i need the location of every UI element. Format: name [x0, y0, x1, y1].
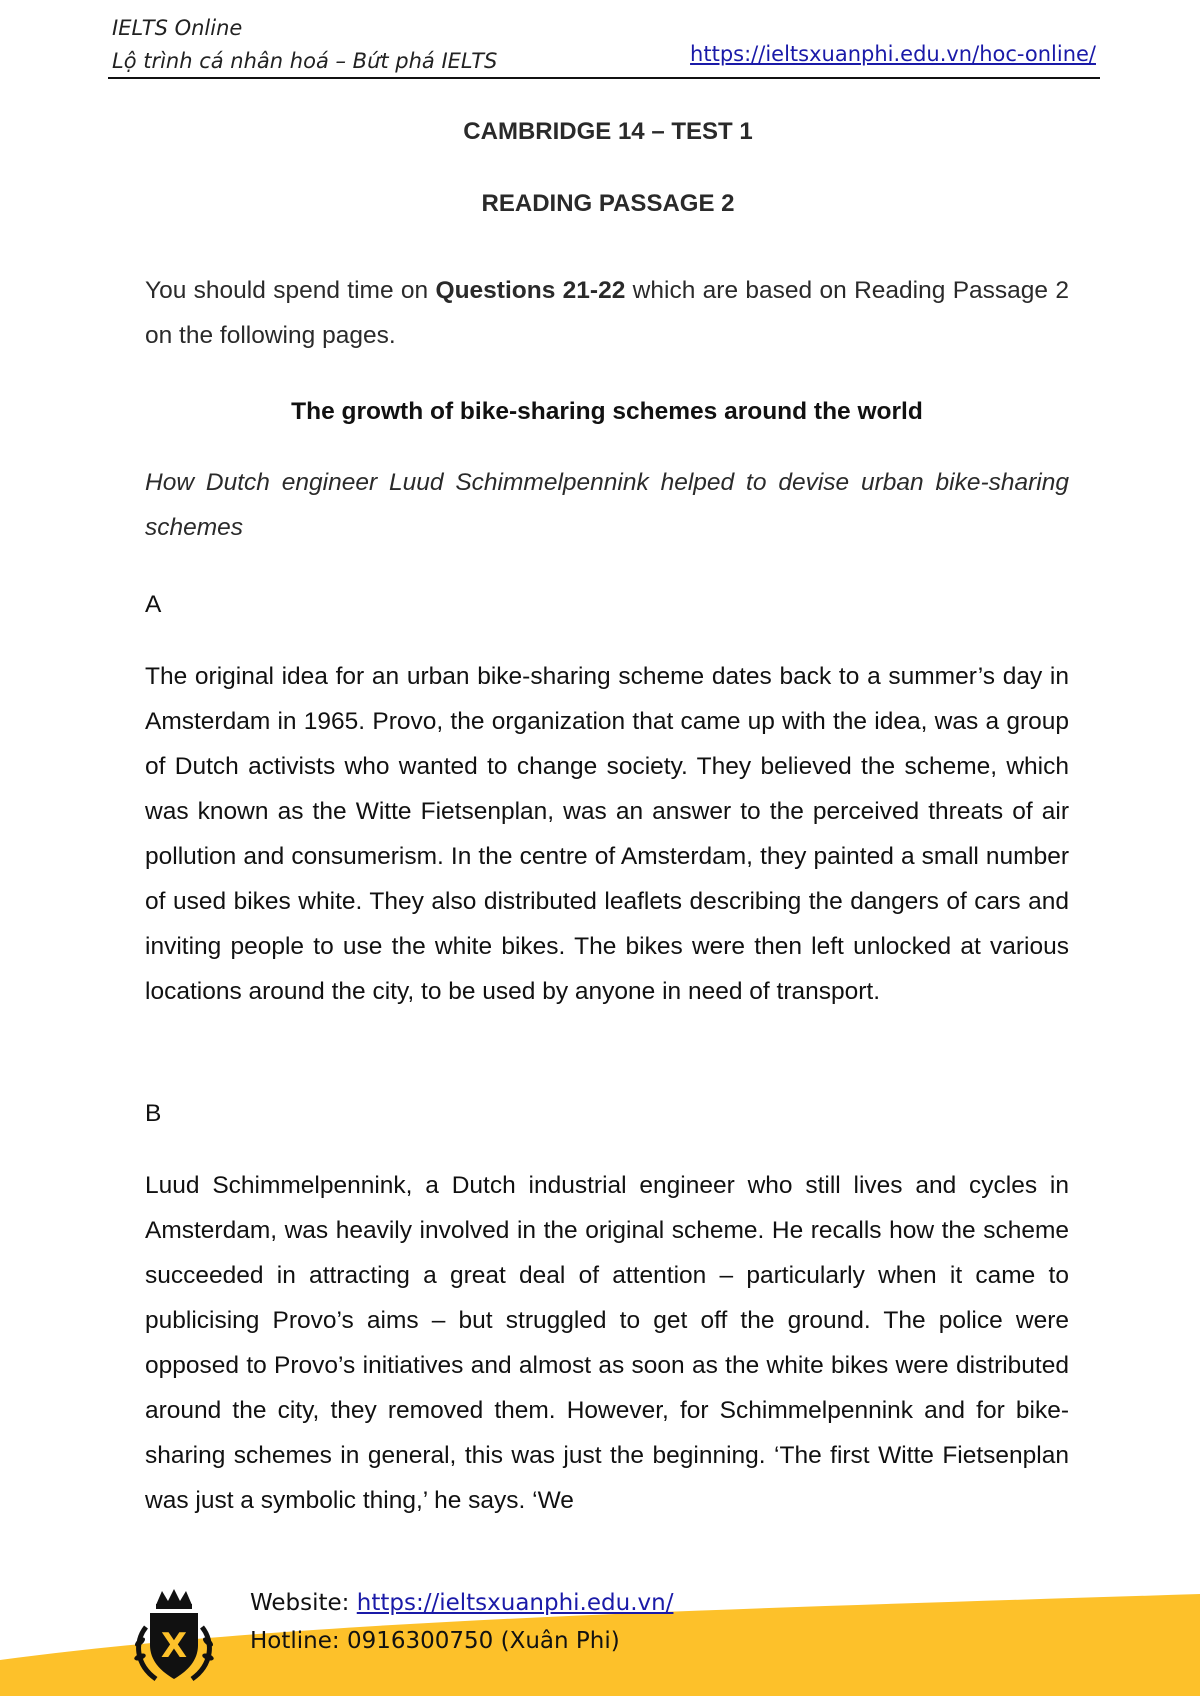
footer-website-label: Website: — [250, 1590, 357, 1616]
passage-heading: The growth of bike-sharing schemes around the world — [291, 398, 923, 425]
logo-letter: X — [160, 1626, 188, 1666]
section-b-paragraph: Luud Schimmelpennink, a Dutch industrial engineer who still lives and cycles in Amsterdam, was heavily involved in the original scheme. He recalls how the scheme succeeded in attracting a great deal of attention – particularly when it came to publicising Provo’s aims – but struggled to get off the ground. The police were opposed to Provo’s initiatives and almost as soon as the white bikes were distributed around the city, they removed them. However, for Schimmelpennink and for bike-sharing schemes in general, this was just the beginning. ‘The first Witte Fietsenplan was just a symbolic thing,’ he says. ‘We — [145, 1172, 1069, 1514]
crest-logo-icon — [126, 1587, 222, 1687]
section-a-paragraph: The original idea for an urban bike-sharing scheme dates back to a summer’s day in Amsterdam in 1965. Provo, the organization that came up with the idea, was a group of Dutch activists who wanted to change society. They believed the scheme, which was known as the Witte Fietsenplan, was an answer to the perceived threats of air pollution and consumerism. In the centre of Amsterdam, they painted a small number of used bikes white. They also distributed leaflets describing the dangers of cars and inviting people to use the white bikes. The bikes were then left unlocked at various locations around the city, to be used by anyone in need of transport. — [145, 663, 1069, 1005]
header-brand — [112, 12, 497, 78]
footer-website-link[interactable]: https://ieltsxuanphi.edu.vn/ — [356, 1590, 674, 1616]
header-line-1: IELTS Online — [112, 16, 243, 40]
instruction-paragraph — [145, 268, 1069, 358]
test-title: CAMBRIDGE 14 – TEST 1 — [463, 118, 753, 145]
header-divider — [108, 77, 1100, 79]
header-line-2: Lộ trình cá nhân hoá – Bứt phá IELTS — [112, 49, 498, 73]
header-course-link[interactable]: https://ieltsxuanphi.edu.vn/hoc-online/ — [690, 42, 1096, 66]
footer-website — [250, 1590, 673, 1616]
instruction-questions: Questions 21-22 — [435, 277, 626, 304]
passage-title: READING PASSAGE 2 — [481, 190, 735, 217]
footer-hotline: Hotline: 0916300750 (Xuân Phi) — [250, 1628, 620, 1654]
section-b-letter: B — [145, 1100, 162, 1127]
instruction-before: You should spend time on — [145, 277, 436, 304]
instruction-after: which are based on Reading Passage 2 on the following pages. — [145, 277, 1070, 349]
passage-subheading: How Dutch engineer Luud Schimmelpennink helped to devise urban bike-sharing schemes — [145, 469, 1069, 541]
section-a-letter: A — [145, 591, 162, 618]
